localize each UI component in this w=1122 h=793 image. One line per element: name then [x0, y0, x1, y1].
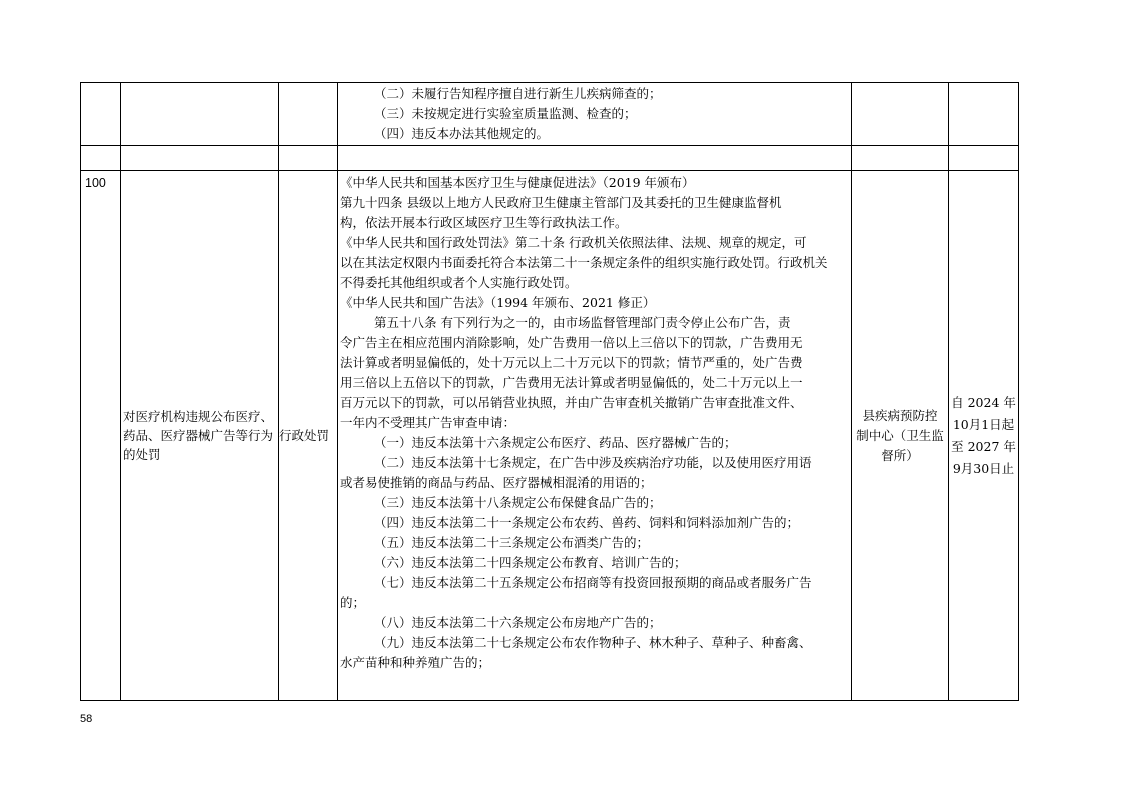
basis-line: 水产苗种和种养殖广告的； — [340, 655, 491, 670]
basis-line: 不得委托其他组织或者个人实施行政处罚。 — [340, 275, 578, 290]
prev-basis-cell — [338, 83, 852, 146]
period-line: 9月30日止 — [952, 460, 1015, 476]
basis-line: （一）违反本法第十六条规定公布医疗、药品、医疗器械广告的； — [374, 435, 737, 450]
basis-line: 令广告主在相应范围内消除影响，处广告费用一倍以上三倍以下的罚款，广告费用无 — [340, 335, 803, 350]
table-row-100 — [81, 171, 1019, 701]
prev-basis-line: （四）违反本办法其他规定的。 — [374, 126, 550, 141]
row-number: 100 — [81, 171, 121, 701]
period-line: 自 2024 年 — [951, 394, 1016, 410]
basis-line: 或者易使推销的商品与药品、医疗器械相混淆的用语的； — [340, 475, 653, 490]
basis-line: （七）违反本法第二十五条规定公布招商等有投资回报预期的商品或者服务广告 — [374, 575, 812, 590]
basis-line: 第九十四条 县级以上地方人民政府卫生健康主管部门及其委托的卫生健康监督机 — [340, 195, 782, 210]
basis-line: 用三倍以上五倍以下的罚款，广告费用无法计算或者明显偏低的，处二十万元以上一 — [340, 375, 803, 390]
basis-line: 以在其法定权限内书面委托符合本法第二十一条规定条件的组织实施行政处罚。行政机关 — [340, 255, 828, 270]
basis-line: 一年内不受理其广告审查申请： — [340, 415, 516, 430]
item-type: 行政处罚 — [279, 171, 338, 701]
basis-line: 构，依法开展本行政区域医疗卫生等行政执法工作。 — [340, 215, 628, 230]
prev-basis-line: （二）未履行告知程序擅自进行新生儿疾病筛查的； — [374, 86, 662, 101]
prev-type-cell — [279, 83, 338, 146]
org-line: 县疾病预防控 — [862, 407, 938, 423]
enforcement-table — [80, 82, 1019, 701]
period-cell — [949, 171, 1019, 701]
prev-org-cell — [852, 83, 949, 146]
period-line: 至 2027 年 — [951, 438, 1016, 454]
basis-line: 《中华人民共和国行政处罚法》第二十条 行政机关依照法律、法规、规章的规定，可 — [340, 235, 807, 250]
basis-line: 《中华人民共和国广告法》（1994 年颁布、2021 修正） — [340, 295, 656, 310]
basis-line: （三）违反本法第十八条规定公布保健食品广告的； — [374, 495, 662, 510]
basis-line: 的； — [340, 595, 366, 610]
basis-line: （八）违反本法第二十六条规定公布房地产广告的； — [374, 615, 662, 630]
page-number: 58 — [80, 713, 93, 725]
basis-line: 百万元以下的罚款，可以吊销营业执照，并由广告审查机关撤销广告审查批准文件、 — [340, 395, 803, 410]
basis-line: （二）违反本法第十七条规定，在广告中涉及疾病治疗功能，以及使用医疗用语 — [374, 455, 812, 470]
basis-line: 《中华人民共和国基本医疗卫生与健康促进法》（2019 年颁布） — [340, 175, 695, 190]
prev-number-cell — [81, 83, 121, 146]
org-line: 制中心（卫生监 — [856, 427, 944, 443]
basis-line: 第五十八条 有下列行为之一的，由市场监督管理部门责令停止公布广告，责 — [374, 315, 791, 330]
period-line: 10月1日起 — [952, 416, 1015, 432]
item-name: 对医疗机构违规公布医疗、药品、医疗器械广告等行为的处罚 — [121, 171, 279, 701]
prev-period-cell — [949, 83, 1019, 146]
org-cell — [852, 171, 949, 701]
table-row-empty — [81, 146, 1019, 171]
prev-item-cell — [121, 83, 279, 146]
basis-cell — [338, 171, 852, 701]
org-line: 督所） — [881, 447, 919, 463]
basis-line: （五）违反本法第二十三条规定公布酒类广告的； — [374, 535, 650, 550]
basis-line: （六）违反本法第二十四条规定公布教育、培训广告的； — [374, 555, 687, 570]
prev-basis-line: （三）未按规定进行实验室质量监测、检查的； — [374, 106, 637, 121]
basis-line: （四）违反本法第二十一条规定公布农药、兽药、饲料和饲料添加剂广告的； — [374, 515, 800, 530]
basis-line: 法计算或者明显偏低的，处十万元以上二十万元以下的罚款；情节严重的，处广告费 — [340, 355, 803, 370]
basis-line: （九）违反本法第二十七条规定公布农作物种子、林木种子、草种子、种畜禽、 — [374, 635, 812, 650]
table-row-previous — [81, 83, 1019, 146]
